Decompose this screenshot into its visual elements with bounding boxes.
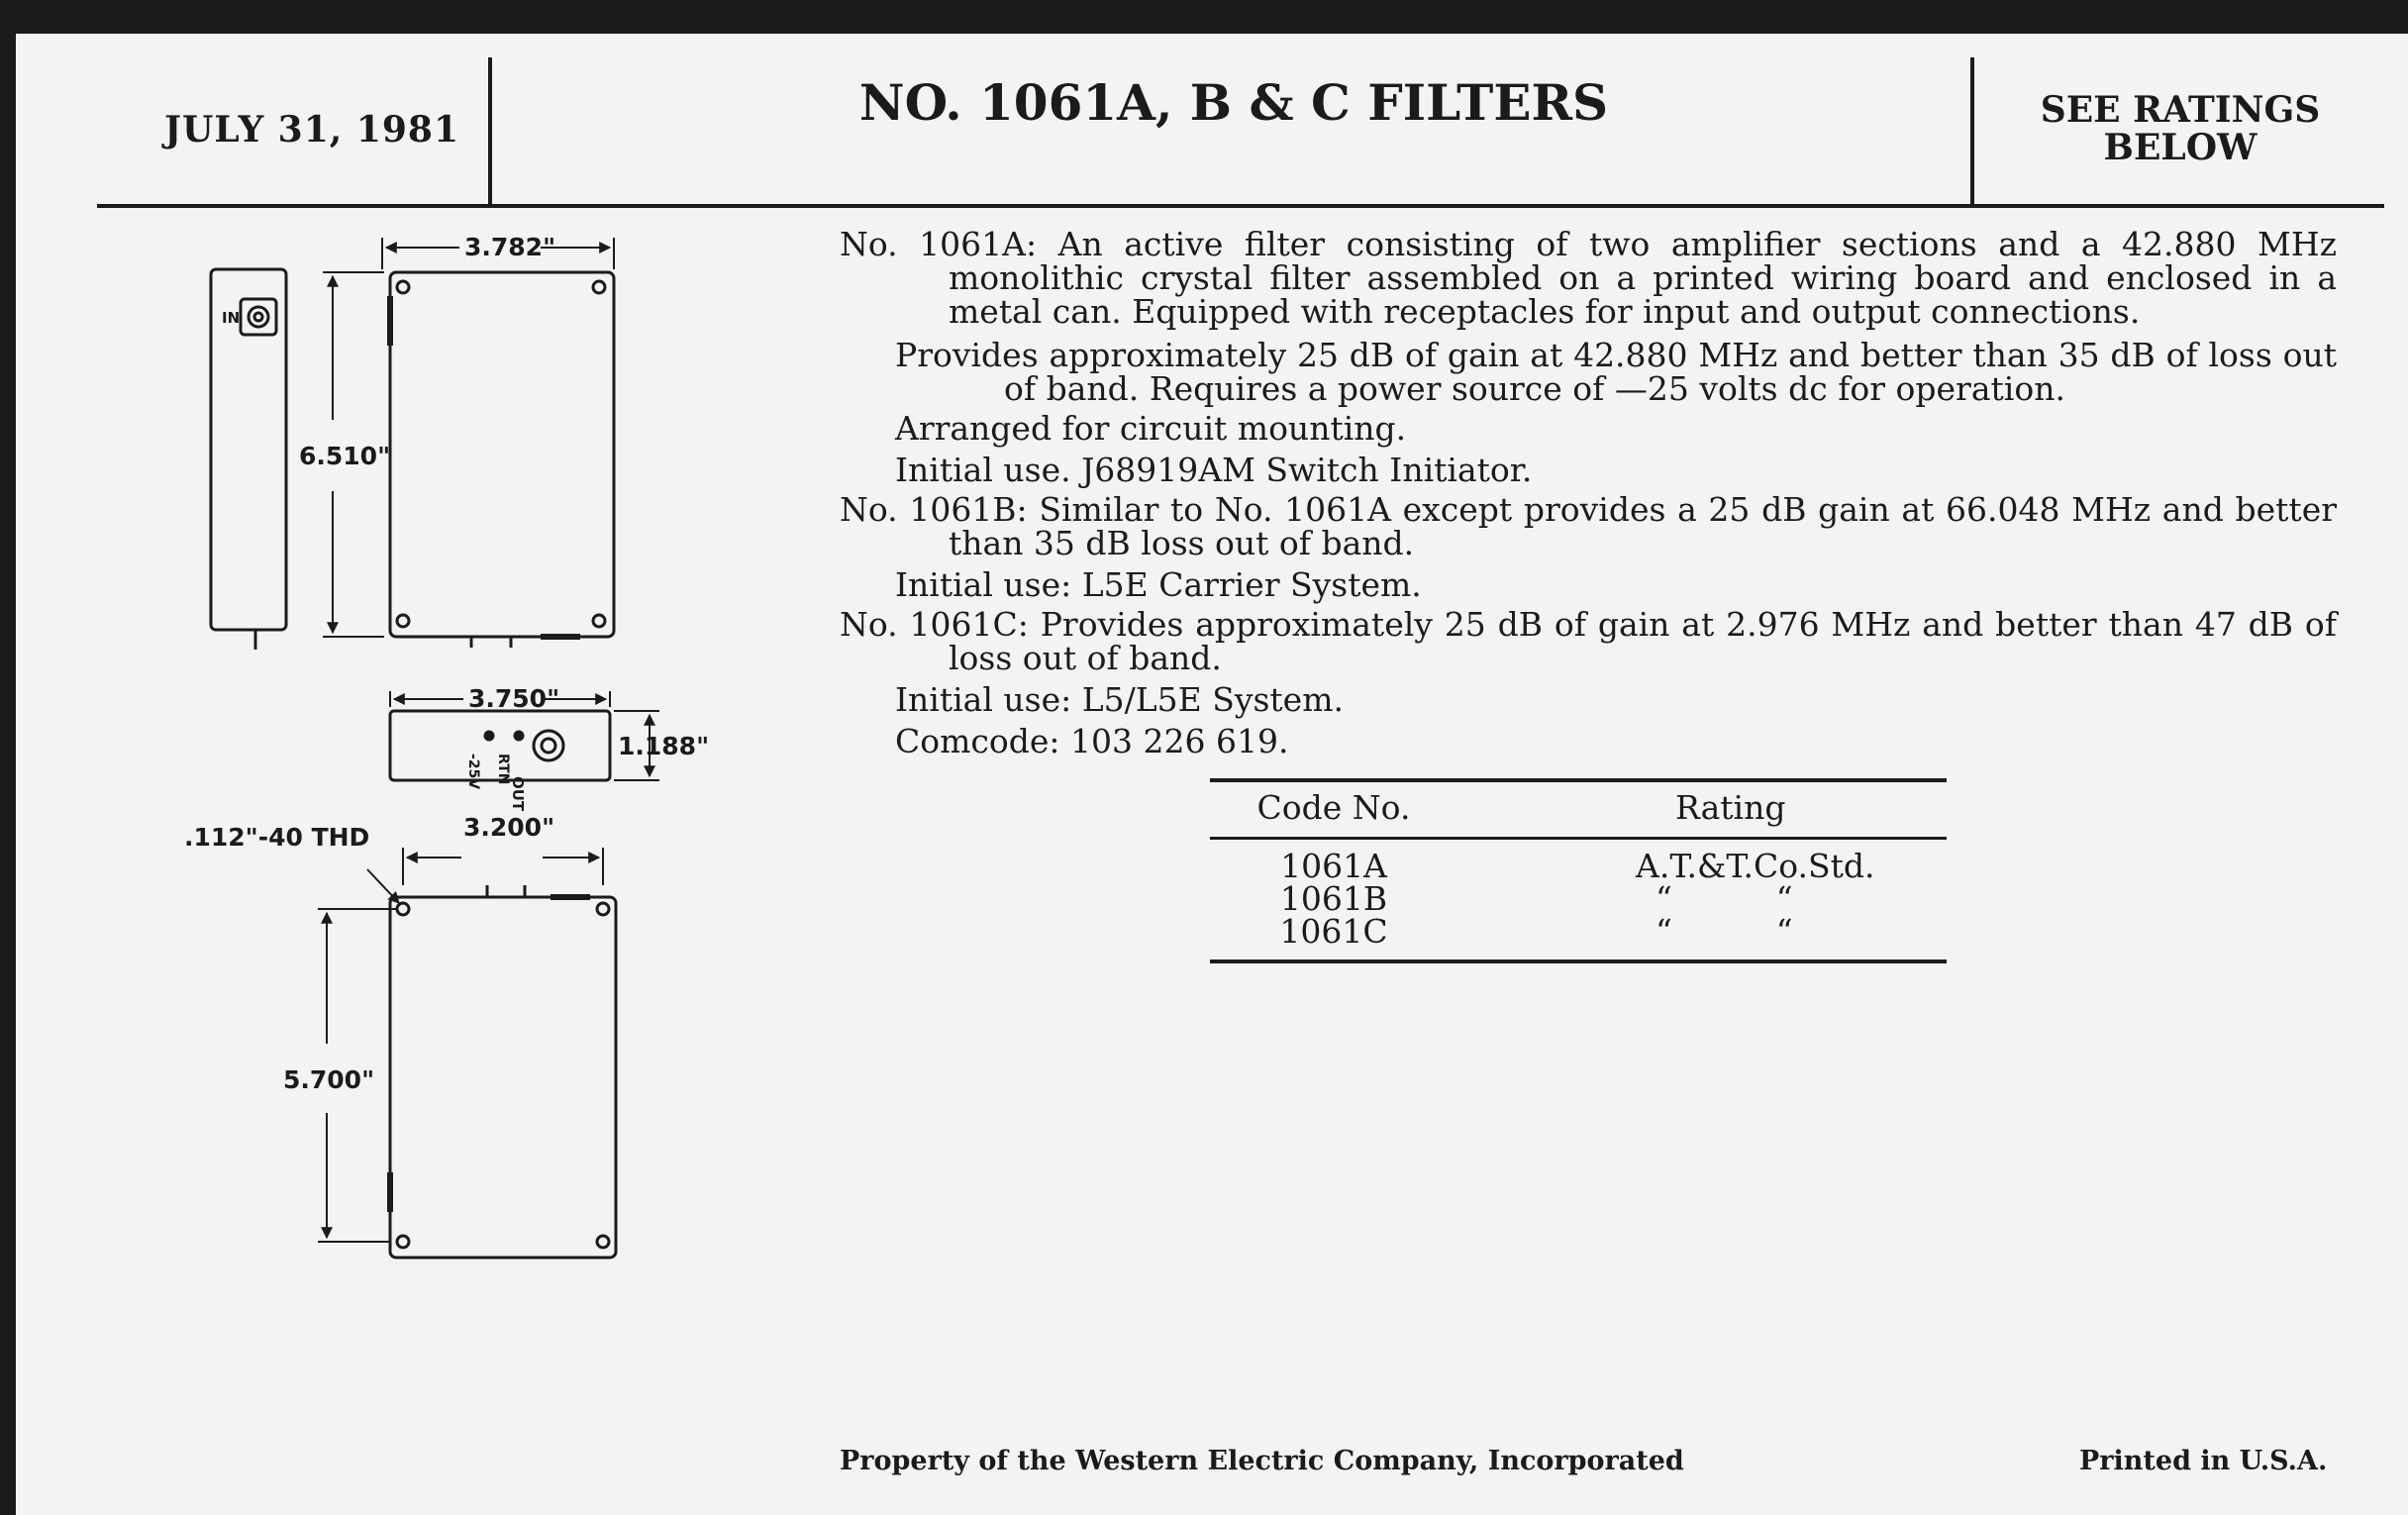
desc-1061a-mount: Arranged for circuit mounting. [895, 409, 1407, 448]
desc-1061b: No. 1061B: Similar to No. 1061A except provides a 25 dB gain at 66.048 MHz and better than 35 dB loss out of band. [840, 490, 2337, 562]
ratings-note-line1: SEE RATINGS [2040, 89, 2321, 131]
page-title: NO. 1061A, B & C FILTERS [858, 73, 1609, 132]
cell-code: 1061B [1279, 879, 1388, 918]
dim-height-side: 6.510" [299, 442, 391, 470]
footer-printed: Printed in U.S.A. [2079, 1446, 2328, 1476]
date-label: JULY 31, 1981 [164, 109, 460, 151]
catalog-card [16, 34, 2408, 1515]
desc-1061a-use: Initial use. J68919AM Switch Initiator. [895, 451, 1533, 489]
side-view [211, 269, 286, 650]
out-label: OUT [509, 776, 527, 812]
dim-height-mount: 5.700" [283, 1065, 375, 1094]
desc-1061a-gain: Provides approximately 25 dB of gain at 42.880 MHz and better than 35 dB of loss out of band. Requires a power source of —25 volts dc for operation. [895, 336, 2337, 408]
table-row [1210, 882, 1947, 915]
thread-label: .112"-40 THD [184, 823, 370, 852]
dim-width-top: 3.782" [464, 233, 556, 261]
footer-property: Property of the Western Electric Company, Incorporated [840, 1446, 1684, 1476]
desc-1061c-use: Initial use: L5/L5E System. [895, 680, 1344, 719]
header-divider-right [1970, 57, 1974, 204]
ratings-table-wrap [1210, 778, 1947, 963]
desc-1061a: No. 1061A: An active filter consisting of two amplifier sections and a 42.880 MHz monolithic crystal filter assembled on a printed wiring board and enclosed in a metal can. Equipped with receptacles for input and output connections. [840, 225, 2337, 331]
output-jack-icon [534, 731, 563, 760]
cell-rating: “ “ [1656, 879, 1793, 918]
neg25v-label: -25V [465, 754, 481, 790]
table-header-row [1210, 782, 1947, 839]
cell-rating: A.T.&T.Co.Std. [1636, 847, 1875, 885]
desc-1061b-use: Initial use: L5E Carrier System. [895, 565, 1422, 604]
table-bottom-rule [1210, 960, 1947, 963]
cell-rating: “ “ [1656, 912, 1793, 951]
rtn-label: RTN [495, 754, 511, 785]
dim-height-bottom: 1.188" [618, 732, 710, 760]
cell-code: 1061C [1279, 912, 1388, 951]
in-label: IN [222, 309, 241, 327]
header-rating: Rating [1675, 788, 1786, 827]
dim-width-bottom: 3.750" [468, 684, 560, 713]
description-block [840, 225, 2337, 760]
comcode: Comcode: 103 226 619. [895, 722, 1289, 760]
ratings-note [1996, 91, 2364, 166]
cell-code: 1061A [1280, 847, 1387, 885]
ratings-table [1210, 782, 1947, 960]
dimension-drawing [16, 34, 768, 1321]
dim-width-mount: 3.200" [463, 813, 555, 842]
desc-1061c: No. 1061C: Provides approximately 25 dB of gain at 2.976 MHz and better than 47 dB of loss out of band. [840, 605, 2337, 677]
table-row [1210, 839, 1947, 883]
input-jack-icon [241, 299, 276, 335]
mount-view [318, 848, 616, 1258]
ratings-note-line2: BELOW [2103, 127, 2258, 168]
header-code-no: Code No. [1256, 788, 1411, 827]
table-row [1210, 915, 1947, 960]
